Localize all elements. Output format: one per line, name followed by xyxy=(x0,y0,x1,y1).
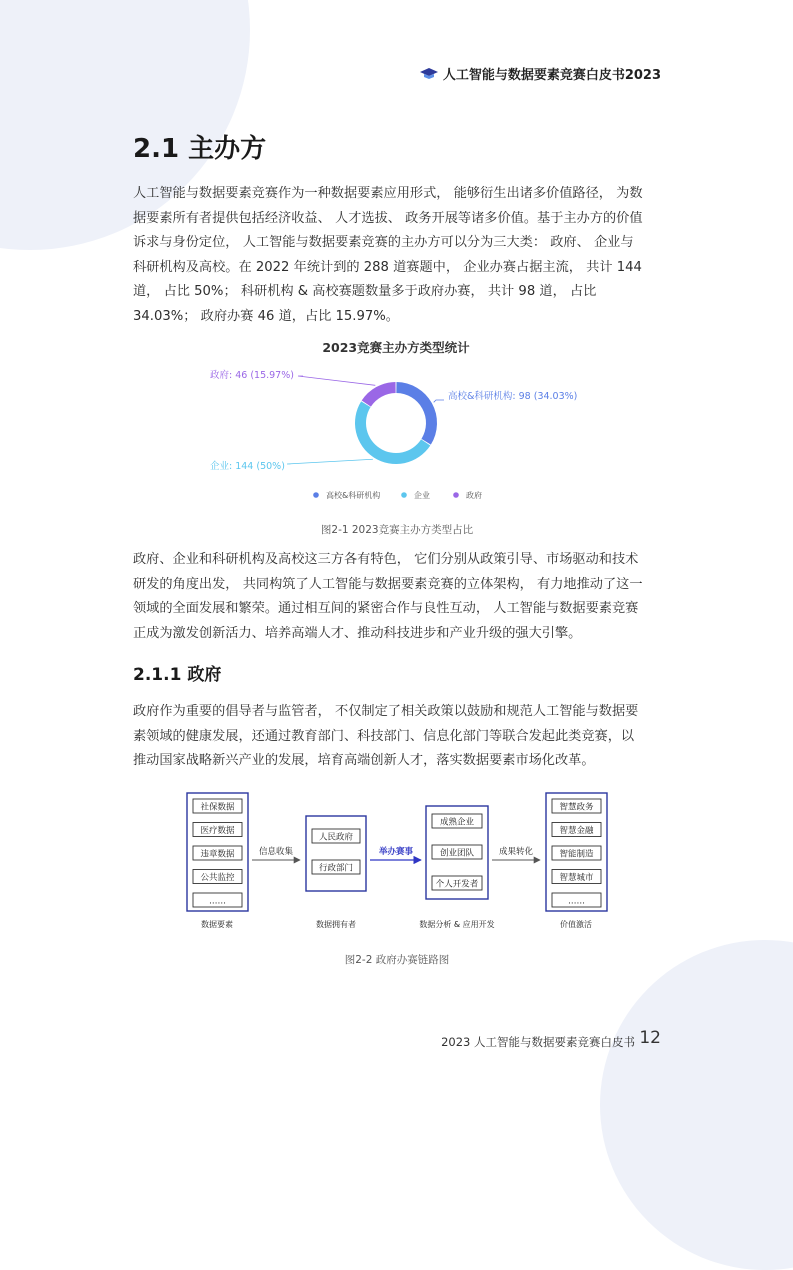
col1-item-label: 违章数据 xyxy=(200,849,235,860)
col4-item-label: 智慧政务 xyxy=(559,802,594,813)
government-paragraph xyxy=(133,700,661,774)
arrow-convert-label: 成果转化 xyxy=(498,847,534,857)
legend-marker-1 xyxy=(313,492,319,498)
col1-item-label: 医疗数据 xyxy=(200,826,235,836)
slice-label-2: 企业: 144 (50%) xyxy=(210,461,285,472)
chart-title: 2023竞赛主办方类型统计 xyxy=(322,340,470,355)
after-chart-paragraph xyxy=(133,548,661,646)
legend-label-2: 企业 xyxy=(414,491,430,500)
page-number: 12 xyxy=(639,1028,661,1048)
figure-caption-2: 图2-2 政府办赛链路图 xyxy=(344,954,450,966)
col3-item-label: 创业团队 xyxy=(439,848,475,859)
section-title: 2.1 主办方 xyxy=(133,134,267,164)
government-competition-flow-diagram xyxy=(180,788,620,938)
col4-item-label: …… xyxy=(568,896,585,907)
col4-item-label: 智慧城市 xyxy=(559,873,594,883)
col1-item-label: …… xyxy=(209,896,226,907)
arrow-host-label: 举办赛事 xyxy=(378,847,414,857)
legend-label-3: 政府 xyxy=(466,491,482,500)
col4-item-label: 智慧金融 xyxy=(559,826,594,836)
header xyxy=(420,64,661,83)
body-line: 研发的角度出发， 共同构筑了人工智能与数据要素竞赛的立体架构， 有力地推动了这一 xyxy=(133,576,643,592)
slice-label-1: 高校&科研机构: 98 (34.03%) xyxy=(448,391,578,402)
column-label: 数据拥有者 xyxy=(316,920,356,929)
leader-line-1 xyxy=(434,400,444,402)
intro-paragraph xyxy=(133,182,661,329)
column-label: 价值激活 xyxy=(560,920,592,929)
col1-item-label: 公共监控 xyxy=(200,873,235,883)
body-line: 素领域的健康发展，还通过教育部门、科技部门、信息化部门等联合发起此类竞赛，以 xyxy=(133,728,635,744)
graduation-cap-icon xyxy=(420,68,438,79)
col2-item-label: 人民政府 xyxy=(318,832,354,843)
figure-caption-1: 图2-1 2023竞赛主办方类型占比 xyxy=(320,524,474,536)
arrow-collect-label: 信息收集 xyxy=(258,847,294,857)
col2-item-label: 行政部门 xyxy=(318,863,354,874)
intro-line: 诉求与身份定位， 人工智能与数据要素竞赛的主办方可以分为三大类： 政府、 企业与 xyxy=(133,235,634,250)
body-line: 政府、企业和科研机构及高校这三方各有特色， 它们分别从政策引导、市场驱动和技术 xyxy=(133,552,639,567)
donut-slice-1 xyxy=(396,382,437,445)
decor-circle-bottom-right xyxy=(600,940,793,1270)
body-line: 推动国家战略新兴产业的发展，培育高端创新人才，落实数据要素市场化改革。 xyxy=(133,753,595,768)
host-type-donut-chart xyxy=(190,336,610,511)
legend-label-1: 高校&科研机构 xyxy=(326,491,381,500)
intro-line: 道， 占比 50%； 科研机构 & 高校赛题数量多于政府办赛， 共计 98 道， 占比 xyxy=(133,284,597,299)
footer-title: 2023 人工智能与数据要素竞赛白皮书 xyxy=(441,1035,635,1049)
header-title: 人工智能与数据要素竞赛白皮书2023 xyxy=(442,68,661,83)
intro-line: 人工智能与数据要素竞赛作为一种数据要素应用形式， 能够衍生出诸多价值路径， 为数 xyxy=(133,186,643,201)
body-line: 正成为激发创新活力、培养高端人才、推动科技进步和产业升级的强大引擎。 xyxy=(133,625,582,641)
data-owner-box xyxy=(306,816,366,891)
col3-item-label: 成熟企业 xyxy=(439,817,475,828)
leader-line-3 xyxy=(298,376,375,385)
col3-item-label: 个人开发者 xyxy=(435,879,479,890)
body-line: 政府作为重要的倡导者与监管者， 不仅制定了相关政策以鼓励和规范人工智能与数据要 xyxy=(133,704,639,719)
column-label: 数据分析 & 应用开发 xyxy=(419,920,495,929)
legend-marker-2 xyxy=(401,492,407,498)
col4-item-label: 智能制造 xyxy=(559,849,594,860)
legend-marker-3 xyxy=(453,492,459,498)
subsection-title: 2.1.1 政府 xyxy=(133,665,222,685)
col1-item-label: 社保数据 xyxy=(200,802,235,813)
intro-line: 34.03%； 政府办赛 46 道，占比 15.97%。 xyxy=(133,308,399,324)
donut-slice-2 xyxy=(355,401,430,464)
body-line: 领域的全面发展和繁荣。通过相互间的紧密合作与良性互动， 人工智能与数据要素竞赛 xyxy=(133,601,639,616)
slice-label-3: 政府: 46 (15.97%) xyxy=(210,370,294,381)
leader-line-2 xyxy=(287,459,373,464)
intro-line: 据要素所有者提供包括经济收益、 人才选拔、 政务开展等诸多价值。基于主办方的价值 xyxy=(133,210,643,226)
intro-line: 科研机构及高校。在 2022 年统计到的 288 道赛题中， 企业办赛占据主流， 共计 144 xyxy=(133,259,642,275)
donut-slice-3 xyxy=(362,382,396,407)
column-label: 数据要素 xyxy=(201,920,233,929)
